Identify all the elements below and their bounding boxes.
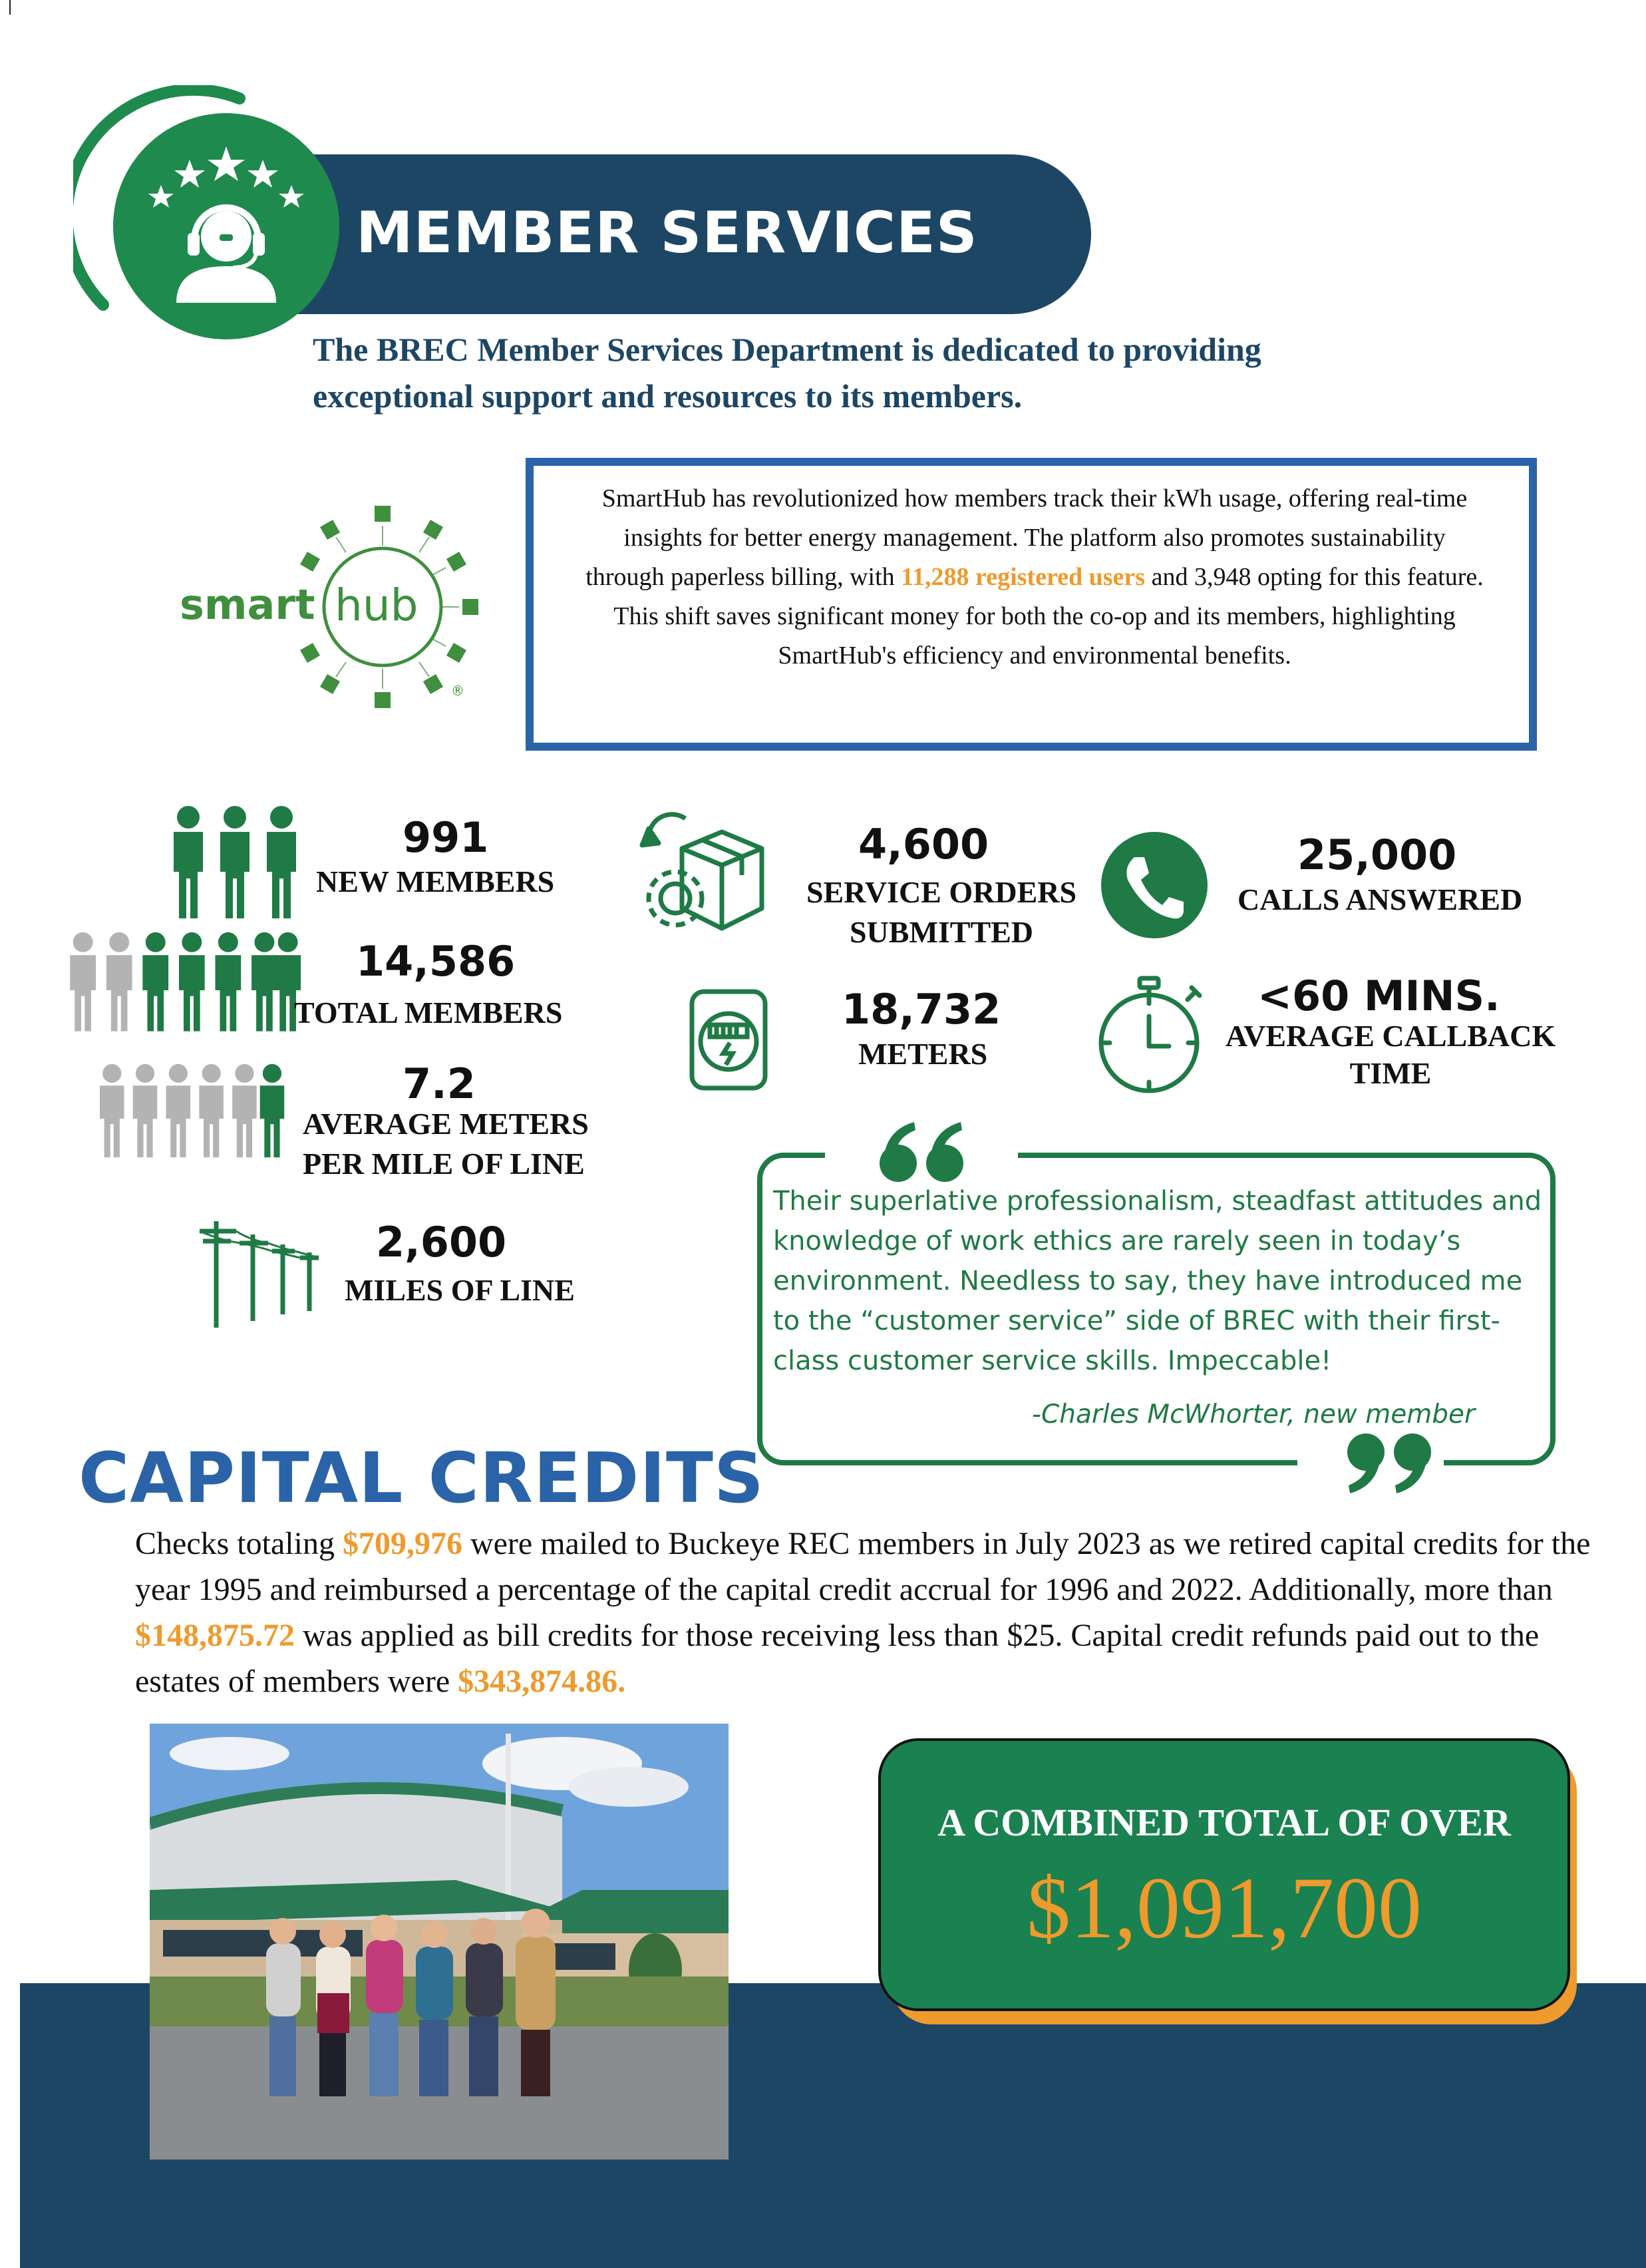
- callback-value: <60 MINS.: [1257, 972, 1500, 1020]
- electric-meter-icon: [689, 988, 768, 1091]
- smarthub-text-part2: and 3,948 opting for this feature. This shift saves significant money for both the co-op and its members, highlighting SmartHub's efficiency and environmental benefits.: [613, 563, 1484, 669]
- combined-total-label: A COMBINED TOTAL OF OVER: [937, 1801, 1511, 1844]
- service-orders-label-2: SUBMITTED: [849, 915, 1034, 949]
- meters-value: 18,732: [842, 985, 1001, 1034]
- smarthub-logo-smart: smart: [180, 580, 315, 629]
- combined-total-value: $1,091,700: [1027, 1859, 1422, 1957]
- phone-icon: [1101, 832, 1208, 938]
- stopwatch-icon: [1094, 973, 1208, 1099]
- total-members-value: 14,586: [356, 937, 516, 986]
- people-icon: [96, 1063, 286, 1159]
- miles-of-line-value: 2,600: [376, 1218, 507, 1266]
- smarthub-text-part1: SmartHub has revolutionized how members track their kWh usage, offering real-time insights for better energy management. The platform also promotes sustainability through paperless billing, with: [585, 484, 1468, 591]
- meters-per-mile-label-2: PER MILE OF LINE: [303, 1147, 585, 1181]
- open-quote-icon: [877, 1118, 970, 1185]
- total-members-label: TOTAL MEMBERS: [294, 996, 563, 1030]
- smarthub-logo-hub: hub: [335, 580, 418, 631]
- staff-group-photo: [150, 1724, 729, 2160]
- close-quote-icon: [1341, 1431, 1434, 1497]
- calls-value: 25,000: [1297, 831, 1457, 879]
- cc-text-2: were mailed to Buckeye REC members in July 2023 as we retired capital credits for the year 1995 and reimbursed a percentage of the capital credit accrual for 1996 and 2022. Additionally, more than: [135, 1526, 1591, 1607]
- service-orders-label-1: SERVICE ORDERS: [806, 875, 1077, 909]
- new-members-label: NEW MEMBERS: [316, 864, 555, 898]
- meters-per-mile-label-1: AVERAGE METERS: [303, 1107, 589, 1141]
- registered-mark: ®: [451, 683, 464, 699]
- power-pole-icon: [190, 1218, 329, 1331]
- callback-label-2: TIME: [1349, 1056, 1432, 1090]
- cc-amount-checks: $709,976: [342, 1526, 462, 1561]
- page-title: MEMBER SERVICES: [356, 200, 978, 266]
- meters-per-mile-value: 7.2: [403, 1059, 476, 1108]
- page-edge-mark: [9, 0, 11, 15]
- cc-text-3: was applied as bill credits for those receiving less than $25. Capital credit refunds paid out to the estates of members were: [135, 1618, 1540, 1699]
- cc-amount-estates: $343,874.86.: [458, 1664, 626, 1699]
- smarthub-description: [585, 479, 1484, 675]
- cc-text-1: Checks totaling: [135, 1526, 343, 1561]
- testimonial-text: Their superlative professionalism, steadfast attitudes and knowledge of work ethics are rarely seen in today’s environment. Needless to say, they have introduced me to the “customer service” side of BREC with their first-class customer service skills. Impeccable!: [773, 1186, 1542, 1376]
- calls-label: CALLS ANSWERED: [1237, 882, 1523, 916]
- meters-label: METERS: [858, 1037, 988, 1071]
- callback-label-1: AVERAGE CALLBACK: [1225, 1019, 1556, 1053]
- people-icon: [67, 932, 306, 1033]
- registered-users-highlight: 11,288 registered users: [901, 563, 1146, 591]
- intro-text: The BREC Member Services Department is dedicated to providing exceptional support and resources to its members.: [313, 331, 1261, 415]
- smarthub-logo: [180, 496, 492, 715]
- customer-service-badge: [113, 113, 339, 339]
- capital-credits-text: [135, 1521, 1599, 1704]
- miles-of-line-label: MILES OF LINE: [345, 1273, 575, 1307]
- box-gear-icon: [635, 809, 768, 942]
- testimonial-author: -Charles McWhorter, new member: [1031, 1400, 1475, 1429]
- people-icon: [170, 805, 303, 922]
- cc-amount-bill-credits: $148,875.72: [135, 1618, 295, 1653]
- service-orders-value: 4,600: [858, 820, 989, 868]
- new-members-value: 991: [403, 813, 489, 862]
- headset-rating-icon: [113, 113, 339, 339]
- capital-credits-title: CAPITAL CREDITS: [79, 1437, 764, 1519]
